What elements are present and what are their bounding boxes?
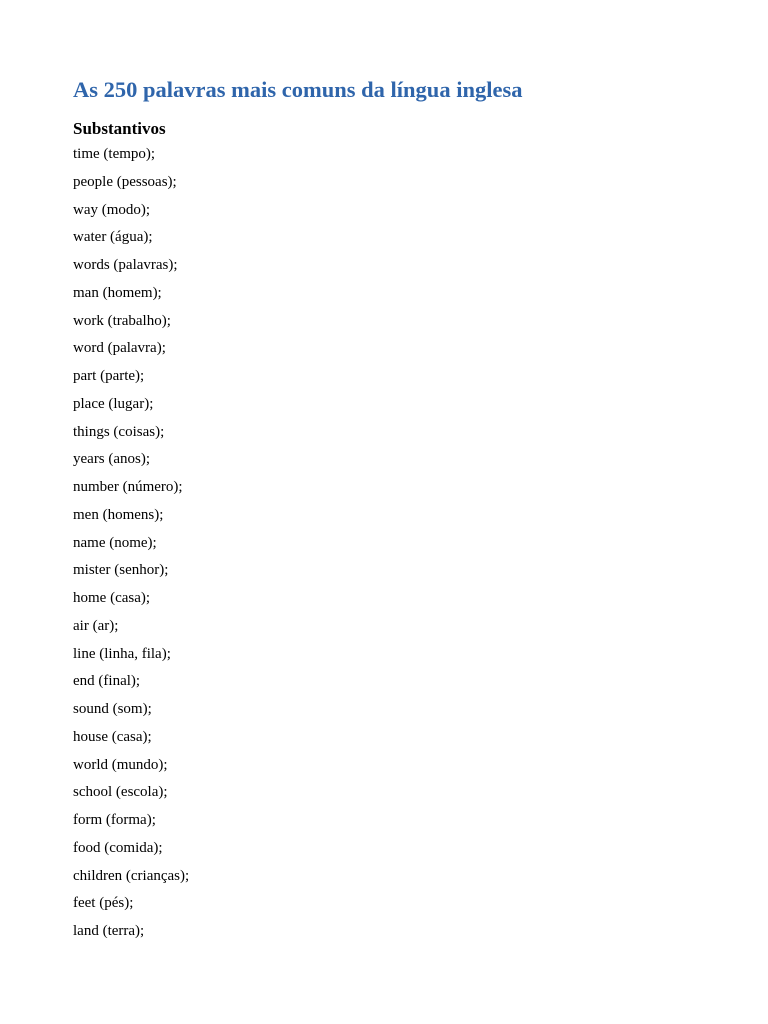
list-item: water (água); [73, 229, 153, 246]
list-item: land (terra); [73, 923, 145, 939]
list-item: men (homens); [73, 506, 164, 523]
list-item: work (trabalho); [73, 312, 171, 329]
list-item: form (forma); [73, 812, 156, 828]
list-item: feet (pés); [73, 895, 134, 912]
word-list [73, 143, 189, 948]
document-title: As 250 palavras mais comuns da língua inglesa [73, 77, 523, 102]
list-item: man (homem); [73, 284, 162, 301]
list-item: way (modo); [73, 201, 151, 218]
list-item: sound (som); [73, 701, 152, 717]
list-item: things (coisas); [73, 423, 165, 440]
list-item: years (anos); [73, 451, 151, 468]
list-item: people (pessoas); [73, 173, 177, 190]
list-item: home (casa); [73, 590, 151, 606]
list-item: number (número); [73, 479, 183, 495]
list-item: words (palavras); [73, 257, 178, 273]
list-item: name (nome); [73, 534, 157, 551]
list-item: world (mundo); [73, 756, 168, 773]
section-heading-substantivos: Substantivos [73, 119, 166, 138]
list-item: end (final); [73, 673, 141, 690]
list-item: school (escola); [73, 784, 168, 801]
list-item: part (parte); [73, 368, 145, 384]
list-item: air (ar); [73, 617, 119, 634]
list-item: place (lugar); [73, 395, 154, 412]
list-item: word (palavra); [73, 340, 166, 357]
list-item: time (tempo); [73, 146, 156, 162]
list-item: line (linha, fila); [73, 645, 171, 662]
list-item: house (casa); [73, 728, 152, 745]
list-item: children (crianças); [73, 867, 190, 884]
list-item: food (comida); [73, 839, 163, 856]
list-item: mister (senhor); [73, 562, 169, 579]
